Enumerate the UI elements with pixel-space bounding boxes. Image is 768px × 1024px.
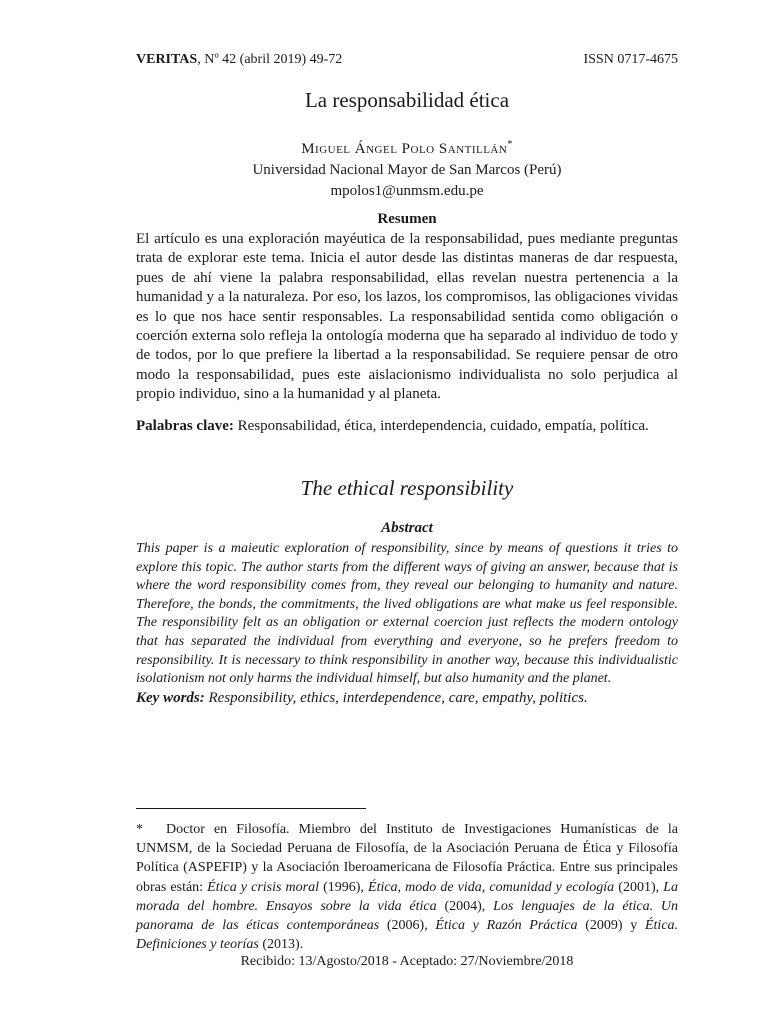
footnote-work-5: Ética y Razón Práctica [435,918,578,934]
author-email: mpolos1@unmsm.edu.pe [330,183,484,199]
footnote-text-5: (2006), [379,918,436,934]
footnote-work-1: Ética y crisis moral [207,879,319,895]
article-title: La responsabilidad ética [304,88,510,112]
abstract-heading: Abstract [381,520,433,536]
footnote-text-1: Doctor en Filosofía. Miembro del Instituto de Investigaciones Humanísticas de la UNMSM, de la Sociedad Peruana de Filosofía, de la Asociación Peruana de Ética y Filosofía Política (ASPEFIP) y la Asociación Iberoamericana de Filosofía Práctica. Entre sus principales obras están: [136,822,678,895]
footnote-text-2: (1996), [319,879,369,895]
received-accepted-dates: Recibido: 13/Agosto/2018 - Aceptado: 27/Noviembre/2018 [240,954,574,969]
author-footnote-marker: * [507,139,513,150]
footnote-work-4: Los lenguajes de la ética. Un panorama de las éticas contemporáneas [136,898,679,934]
footnote-text-4: (2004), [436,898,494,914]
key-words-label: Key words: [136,690,205,706]
footnote-text-7: (2013). [258,937,304,953]
resumen-heading: Resumen [377,211,437,227]
running-header [136,52,678,68]
resumen-text: El artículo es una exploración mayéutica de la responsabilidad, pues mediante preguntas trata de explorar este tema. Inicia el autor desde las distintas maneras de dar respuesta, pues de ahí viene la palabra responsabilidad, ellas revelan nuestra pertenencia a la humanidad y a la naturaleza. Por eso, los lazos, los compromisos, las obligaciones vividas es lo que nos hace sentir responsables. La responsabilidad sentida como obligación o coerción externa solo refleja la ontología moderna que ha separado al individuo de todo y de todos, por lo que prefiere la libertad a la responsabilidad. Se requiere pensar de otro modo la responsabilidad, pues este aislacionismo individualista no solo perjudica al propio individuo, sino a la humanidad y al planeta. [136,231,678,403]
palabras-clave-label: Palabras clave: [136,418,234,434]
footnote-work-6: Ética. Definiciones y teorías [136,918,679,953]
author-affiliation: Universidad Nacional Mayor de San Marcos (Perú) [252,162,562,178]
footnote-rule [136,808,366,809]
issue-info: , Nº 42 (abril 2019) 49-72 [197,52,343,67]
footnote-marker: * [136,822,143,837]
key-words-list: Responsibility, ethics, interdependence, care, empathy, politics. [204,690,588,706]
palabras-clave [136,417,678,436]
footnote [136,820,678,954]
journal-name: VERITAS [136,52,198,67]
issn: ISSN 0717-4675 [583,52,678,67]
journal-citation [136,52,342,68]
footnote-text-6: (2009) y [577,918,645,934]
author-name [136,134,678,160]
english-title: The ethical responsibility [300,476,514,500]
footnote-work-2: Ética, modo de vida, comunidad y ecología [368,879,615,895]
footnote-work-3: La morada del hombre. Ensayos sobre la vida ética [136,879,678,914]
palabras-clave-list: Responsabilidad, ética, interdependencia, cuidado, empatía, política. [233,418,649,434]
author-name-text: Miguel Ángel Polo Santillán [301,141,508,157]
author-block [136,134,678,202]
footnote-text-3: (2001), [614,879,664,895]
abstract-text: This paper is a maieutic exploration of responsibility, since by means of questions it tries to explore this topic. The author starts from the different ways of giving an answer, because that is where the word responsibility comes from, they reveal our belonging to humanity and nature. Therefore, the bonds, the commitments, the lived obligations are what make us feel responsible. The responsibility felt as an obligation or external coercion just reflects the modern ontology that has separated the individual from everything and everyone, so he prefers freedom to responsibility. It is necessary to think responsibility in another way, because this individualistic isolationism not only harms the individual himself, but also humanity and the planet. [136,541,678,687]
key-words [136,689,678,708]
